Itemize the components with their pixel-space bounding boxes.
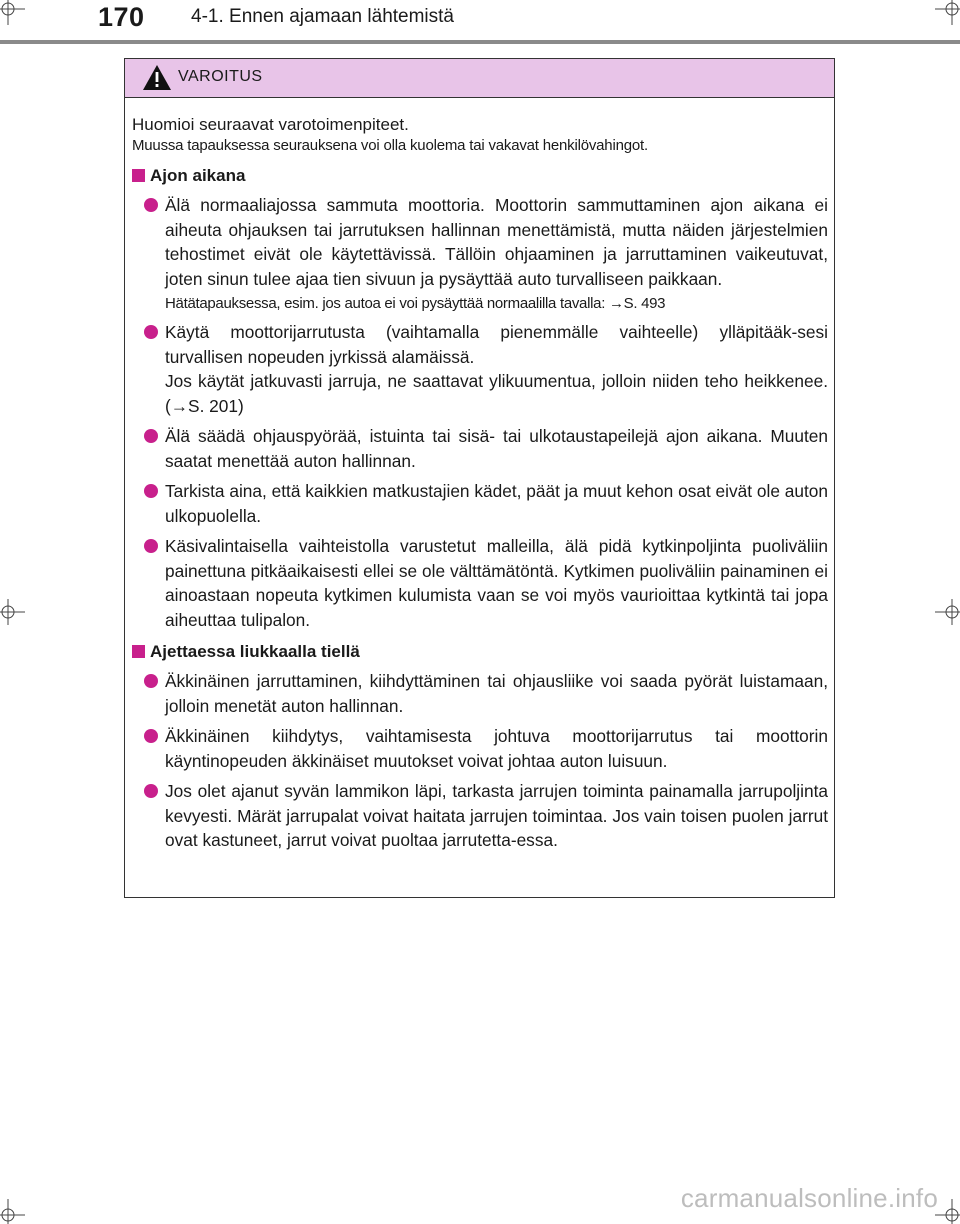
warning-box (124, 58, 835, 898)
section-title: 4-1. Ennen ajamaan lähtemistä (191, 6, 454, 27)
bullet-icon (144, 539, 158, 553)
list-item: Käytä moottorijarrutusta (vaihtamalla pienemmälle vaihteelle) ylläpitääk-sesi turvallisen nopeuden jyrkissä alamäissä. Jos käytät jatkuvasti jarruja, ne saattavat ylikuumentua, jolloin niiden teho heikkenee. (→S. 201) (132, 320, 828, 418)
crop-mark-bottom-left (0, 1194, 30, 1224)
warning-consequence: Muussa tapauksessa seurauksena voi olla kuolema tai vakavat henkilövahingot. (132, 137, 648, 154)
warning-title: VAROITUS (178, 68, 263, 85)
bullet-icon (144, 674, 158, 688)
warning-content (132, 114, 828, 853)
list-item: Käsivalintaisella vaihteistolla varustetut malleilla, älä pidä kytkinpoljinta puoliväliin painettuna pitkäaikaisesti ellei se ole välttämätöntä. Kytkimen puoliväliin painaminen ei ainoastaan nopeuta kytkimen kulumista vaan se voi myös vaurioittaa kytkintä tai jopa aiheuttaa tulipalon. (132, 534, 828, 632)
reference-note: Hätätapauksessa, esim. jos autoa ei voi pysäyttää normaalilla tavalla: →S. 493 (165, 295, 666, 312)
bullet-icon (144, 784, 158, 798)
header-rule (0, 40, 960, 44)
watermark: carmanualsonline.info (680, 1183, 938, 1213)
section-heading-liukas-tie: Ajettaessa liukkaalla tiellä (132, 641, 828, 663)
page-number: 170 (98, 2, 145, 32)
crop-mark-mid-left (0, 597, 30, 627)
section-heading-ajon-aikana: Ajon aikana (132, 165, 828, 187)
bullet-icon (144, 198, 158, 212)
list-item: Tarkista aina, että kaikkien matkustajien kädet, päät ja muut kehon osat eivät ole auton ulkopuolella. (132, 479, 828, 528)
square-bullet-icon (132, 645, 145, 658)
crop-mark-top-right (930, 0, 960, 30)
crop-mark-top-left (0, 0, 30, 30)
warning-triangle-icon (142, 64, 172, 91)
warning-header (125, 59, 834, 98)
list-item: Jos olet ajanut syvän lammikon läpi, tarkasta jarrujen toiminta painamalla jarrupoljinta kevyesti. Märät jarrupalat voivat haitata jarrujen toimintaa. Jos vain toisen puolen jarrut ovat kastuneet, jarrut voivat puoltaa jarrutetta-essa. (132, 779, 828, 853)
crop-mark-mid-right (930, 597, 960, 627)
bullet-icon (144, 484, 158, 498)
list-item: Äkkinäinen jarruttaminen, kiihdyttäminen tai ohjausliike voi saada pyörät luistamaan, jolloin menetät auton hallinnan. (132, 669, 828, 718)
bullet-icon (144, 325, 158, 339)
square-bullet-icon (132, 169, 145, 182)
bullet-icon (144, 429, 158, 443)
bullet-icon (144, 729, 158, 743)
list-item: Älä säädä ohjauspyörää, istuinta tai sisä- tai ulkotaustapeilejä ajon aikana. Muuten saatat menettää auton hallinnan. (132, 424, 828, 473)
list-item: Äkkinäinen kiihdytys, vaihtamisesta johtuva moottorijarrutus tai moottorin käyntinopeuden äkkinäiset muutokset voivat johtaa auton luisuun. (132, 724, 828, 773)
warning-intro: Huomioi seuraavat varotoimenpiteet. (132, 115, 409, 134)
list-item: Älä normaaliajossa sammuta moottoria. Moottorin sammuttaminen ajon aikana ei aiheuta ohjauksen tai jarrutuksen hallinnan menettämistä, mutta näiden järjestelmien tehostimet eivät ole käytettävissä. Tällöin ohjaaminen ja jarruttaminen vaikeutuvat, joten sinun tulee ajaa tien sivuun ja pysäyttää auto turvalliseen paikkaan. Hätätapauksessa, esim. jos autoa ei voi pysäyttää normaalilla tavalla: →S. 493 (132, 193, 828, 314)
